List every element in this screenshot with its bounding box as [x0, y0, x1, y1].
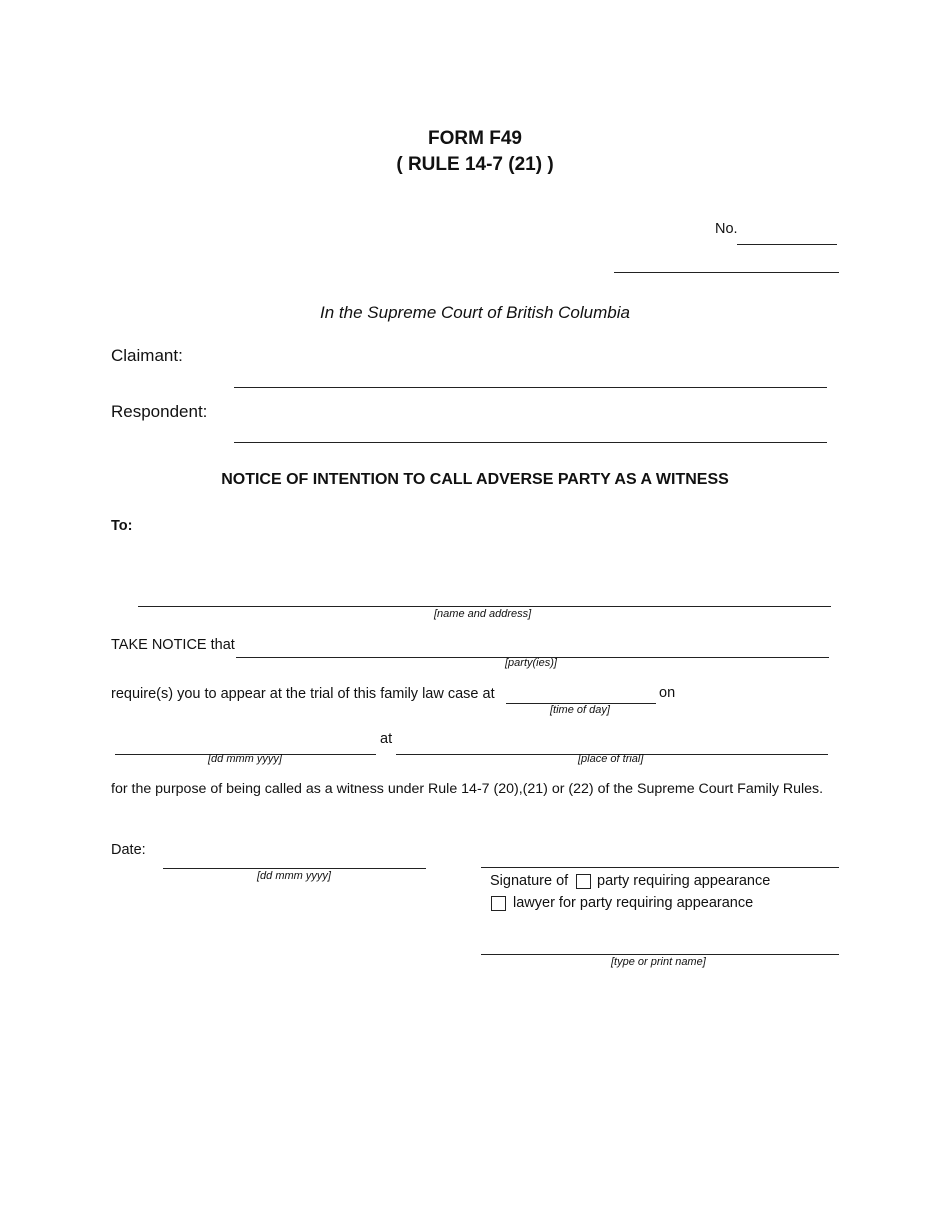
date-field[interactable]	[163, 846, 426, 868]
respondent-field[interactable]	[234, 420, 827, 442]
on-label: on	[659, 685, 676, 701]
registry-no-line	[737, 244, 837, 245]
registry-no-field[interactable]	[737, 222, 837, 244]
respondent-label: Respondent:	[111, 402, 208, 421]
party-checkbox[interactable]	[576, 874, 591, 889]
claimant-field[interactable]	[234, 365, 827, 387]
to-label: To:	[111, 518, 133, 534]
party-caption: [party(ies)]	[505, 657, 557, 669]
rule-reference: ( RULE 14-7 (21) )	[396, 154, 554, 175]
date-caption: [dd mmm yyyy]	[257, 870, 331, 882]
trial-date-field[interactable]	[115, 732, 376, 754]
claimant-label: Claimant:	[111, 346, 183, 365]
claimant-line	[234, 387, 827, 388]
to-name-address-field[interactable]	[138, 540, 831, 606]
notice-title: NOTICE OF INTENTION TO CALL ADVERSE PARTY AS A WITNESS	[221, 471, 729, 488]
to-line	[138, 606, 831, 607]
signature-line	[481, 867, 839, 868]
place-caption: [place of trial]	[578, 753, 644, 765]
take-notice-label: TAKE NOTICE that	[111, 637, 235, 653]
lawyer-option-label: lawyer for party requiring appearance	[513, 895, 754, 911]
form-title: FORM F49	[428, 128, 522, 149]
registry-no-label: No.	[715, 221, 738, 237]
signature-label: Signature of	[490, 873, 569, 889]
trial-date-caption: [dd mmm yyyy]	[208, 753, 282, 765]
registry-line	[614, 272, 839, 273]
date-line	[163, 868, 426, 869]
at-label: at	[380, 731, 393, 747]
time-caption: [time of day]	[550, 704, 610, 716]
print-name-caption: [type or print name]	[611, 956, 706, 968]
registry-field[interactable]	[614, 250, 839, 272]
to-caption: [name and address]	[434, 608, 532, 620]
party-option-label: party requiring appearance	[597, 873, 771, 889]
appear-text: require(s) you to appear at the trial of this family law case at	[111, 686, 495, 702]
respondent-line	[234, 442, 827, 443]
print-name-line	[481, 954, 839, 955]
party-field[interactable]	[236, 635, 829, 657]
lawyer-checkbox[interactable]	[491, 896, 506, 911]
purpose-text: for the purpose of being called as a witness under Rule 14-7 (20),(21) or (22) of the Supreme Court Family Rules.	[111, 781, 824, 797]
print-name-field[interactable]	[481, 932, 839, 954]
place-of-trial-field[interactable]	[396, 732, 828, 754]
date-label: Date:	[111, 842, 146, 858]
court-name: In the Supreme Court of British Columbia	[320, 303, 630, 322]
time-of-day-field[interactable]	[506, 681, 656, 703]
